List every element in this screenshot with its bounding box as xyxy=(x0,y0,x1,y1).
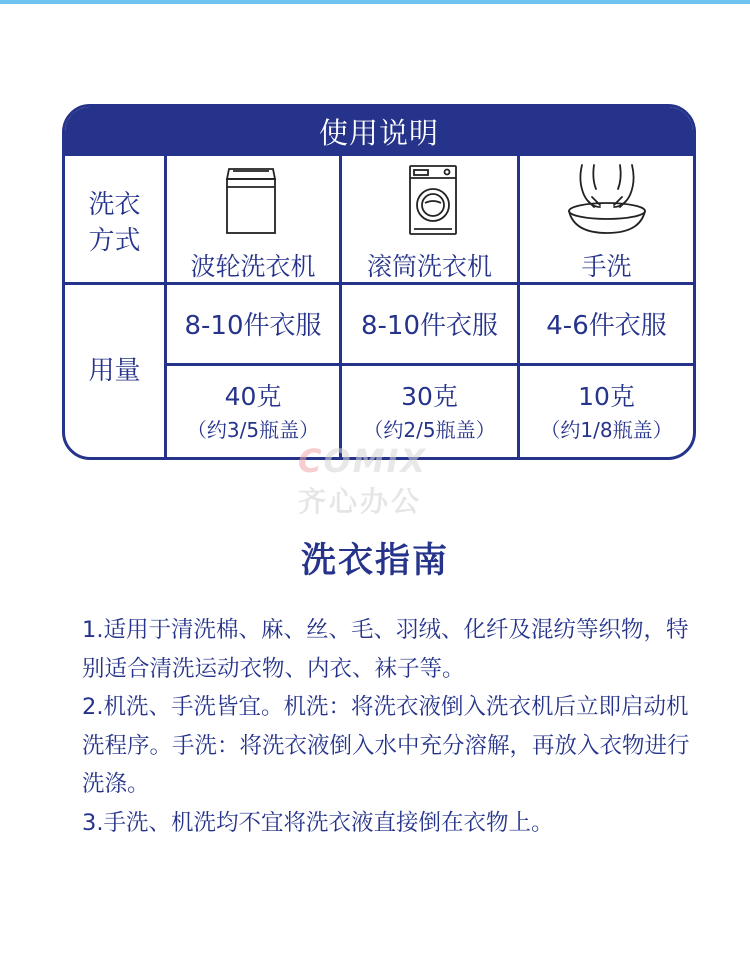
top-load-washer-label: 波轮洗衣机 xyxy=(190,252,316,281)
wash-method-label: 洗衣 方式 xyxy=(88,190,141,256)
guide-paragraph: 1.适用于清洗棉、麻、丝、毛、羽绒、化纤及混纺等织物，特别适合清洗运动衣物、内衣、袜子等。 xyxy=(82,617,689,682)
top-load-count: 8-10件衣服 xyxy=(184,311,322,341)
watermark-cn: 齐心办公 xyxy=(298,485,423,518)
top-load-washer-icon xyxy=(223,165,279,235)
usage-instructions-table xyxy=(62,104,696,460)
top-load-dose: 40克 xyxy=(224,382,282,411)
front-load-count: 8-10件衣服 xyxy=(360,311,498,341)
guide-paragraph: 3.手洗、机洗均不宜将洗衣液直接倒在衣物上。 xyxy=(82,809,554,836)
hand-wash-basin-icon xyxy=(564,161,650,237)
top-stripe xyxy=(0,0,750,4)
hand-wash-dose: 10克 xyxy=(578,382,635,411)
grid-line xyxy=(167,363,693,366)
guide-body xyxy=(82,611,692,842)
dosage-label: 用量 xyxy=(88,356,141,386)
comix-watermark xyxy=(290,442,460,522)
front-load-cap: （约2/5瓶盖） xyxy=(363,418,496,442)
front-load-washer-icon xyxy=(407,163,459,237)
hand-wash-count: 4-6件衣服 xyxy=(546,311,667,341)
hand-wash-cap: （约1/8瓶盖） xyxy=(540,418,673,442)
guide-paragraph: 2.机洗、手洗皆宜。机洗：将洗衣液倒入洗衣机后立即启动机洗程序。手洗：将洗衣液倒入水中充分溶解，再放入衣物进行洗涤。 xyxy=(82,694,690,797)
front-load-dose: 30克 xyxy=(401,382,458,411)
top-load-cap: （约3/5瓶盖） xyxy=(186,418,320,442)
guide-title: 洗衣指南 xyxy=(300,541,449,581)
front-load-washer-label: 滚筒洗衣机 xyxy=(366,252,492,281)
watermark-logo: COMIX xyxy=(298,442,428,480)
table-title: 使用说明 xyxy=(65,107,693,156)
hand-wash-label: 手洗 xyxy=(581,252,632,281)
